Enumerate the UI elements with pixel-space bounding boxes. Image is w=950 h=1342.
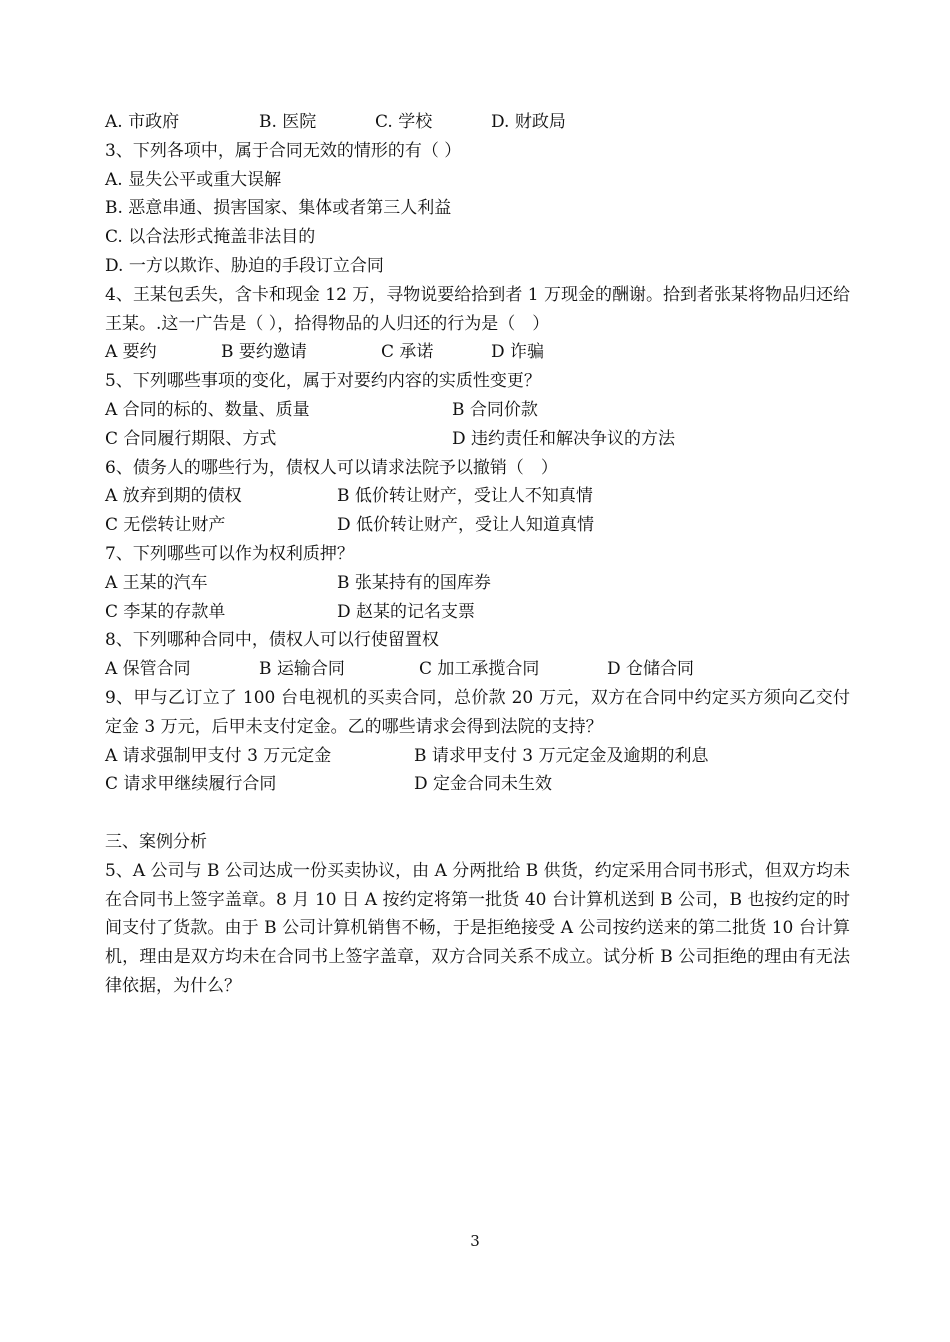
q7-stem: 7、下列哪些可以作为权利质押？ xyxy=(105,543,354,564)
q9-options-row1 xyxy=(105,742,850,771)
q7-option-d: D 赵某的记名支票 xyxy=(337,601,476,622)
exam-content xyxy=(105,108,850,1001)
q5-options-row1 xyxy=(105,396,850,425)
q6-option-d: D 低价转让财产，受让人知道真情 xyxy=(337,515,595,536)
q4-stem: 4、王某包丢失，含卡和现金 12 万，寻物说要给拾到者 1 万现金的酬谢。拾到者张某将物品归还给王某。.这一广告是（ ），拾得物品的人归还的行为是（ ） xyxy=(105,284,850,334)
q7-option-c: C 李某的存款单 xyxy=(105,601,226,622)
q6-option-b: B 低价转让财产，受让人不知真情 xyxy=(337,486,593,507)
q7-options-row1 xyxy=(105,569,850,598)
q4-option-c: C 承诺 xyxy=(381,342,434,363)
q3-option-b: B. 恶意串通、损害国家、集体或者第三人利益 xyxy=(105,198,452,219)
q5-option-d: D 违约责任和解决争议的方法 xyxy=(452,428,676,449)
q5-option-a: A 合同的标的、数量、质量 xyxy=(105,399,310,420)
q7-options-row2 xyxy=(105,598,850,627)
q9-stem: 9、甲与乙订立了 100 台电视机的买卖合同，总价款 20 万元，双方在合同中约定买方须向乙交付定金 3 万元，后甲未支付定金。乙的哪些请求会得到法院的支持？ xyxy=(105,687,850,737)
q9-option-c: C 请求甲继续履行合同 xyxy=(105,774,277,795)
q9-option-a: A 请求强制甲支付 3 万元定金 xyxy=(105,745,332,766)
case-analysis-text: 5、A 公司与 B 公司达成一份买卖协议，由 A 分两批给 B 供货，约定采用合同书形式，但双方均未在合同书上签字盖章。8 月 10 日 A 按约定将第一批货 40 台计算机送到 B 公司，B 也按约定的时间支付了货款。由于 B 公司计算机销售不畅，于是拒绝接受 A 公司按约送来的第二批货 10 台计算机，理由是双方均未在合同书上签字盖章，双方合同关系不成立。试分析 B 公司拒绝的理由有无法律依据，为什么？ xyxy=(105,860,850,996)
q8-option-b: B 运输合同 xyxy=(259,659,345,680)
q2-option-a: A. 市政府 xyxy=(105,112,180,132)
q6-options-row2 xyxy=(105,511,850,540)
section-spacer xyxy=(105,799,850,828)
q7-option-b: B 张某持有的国库券 xyxy=(337,572,491,593)
q3-option-c: C. 以合法形式掩盖非法目的 xyxy=(105,227,316,248)
page-number: 3 xyxy=(470,1232,480,1250)
q6-stem: 6、债务人的哪些行为，债权人可以请求法院予以撤销（ ） xyxy=(105,457,558,478)
q4-options xyxy=(105,338,850,367)
q5-stem: 5、下列哪些事项的变化，属于对要约内容的实质性变更？ xyxy=(105,371,541,392)
q8-stem: 8、下列哪种合同中，债权人可以行使留置权 xyxy=(105,630,439,651)
q5-options-row2 xyxy=(105,425,850,454)
q9-option-d: D 定金合同未生效 xyxy=(414,774,553,795)
q3-stem: 3、下列各项中，属于合同无效的情形的有（ ） xyxy=(105,140,462,161)
q2-option-b: B. 医院 xyxy=(259,112,317,132)
q4-option-d: D 诈骗 xyxy=(491,342,545,363)
q7-option-a: A 王某的汽车 xyxy=(105,572,208,593)
q9-options-row2 xyxy=(105,770,850,799)
q8-options xyxy=(105,655,850,684)
q2-option-c: C. 学校 xyxy=(375,112,433,132)
q4-option-b: B 要约邀请 xyxy=(221,342,307,363)
q5-option-c: C 合同履行期限、方式 xyxy=(105,428,277,449)
q6-options-row1 xyxy=(105,482,850,511)
q5-option-b: B 合同价款 xyxy=(452,399,538,420)
q9-option-b: B 请求甲支付 3 万元定金及逾期的利息 xyxy=(414,745,709,766)
q8-option-d: D 仓储合同 xyxy=(607,659,695,680)
q6-option-a: A 放弃到期的债权 xyxy=(105,486,242,507)
q8-option-c: C 加工承揽合同 xyxy=(419,659,540,680)
q3-option-a: A. 显失公平或重大误解 xyxy=(105,169,282,190)
q3-option-d: D. 一方以欺诈、胁迫的手段订立合同 xyxy=(105,255,384,276)
q2-options xyxy=(105,108,850,137)
q8-option-a: A 保管合同 xyxy=(105,659,191,680)
q2-option-d: D. 财政局 xyxy=(491,112,566,132)
q4-option-a: A 要约 xyxy=(105,342,157,363)
q6-option-c: C 无偿转让财产 xyxy=(105,515,226,536)
section3-heading: 三、案例分析 xyxy=(105,831,207,852)
